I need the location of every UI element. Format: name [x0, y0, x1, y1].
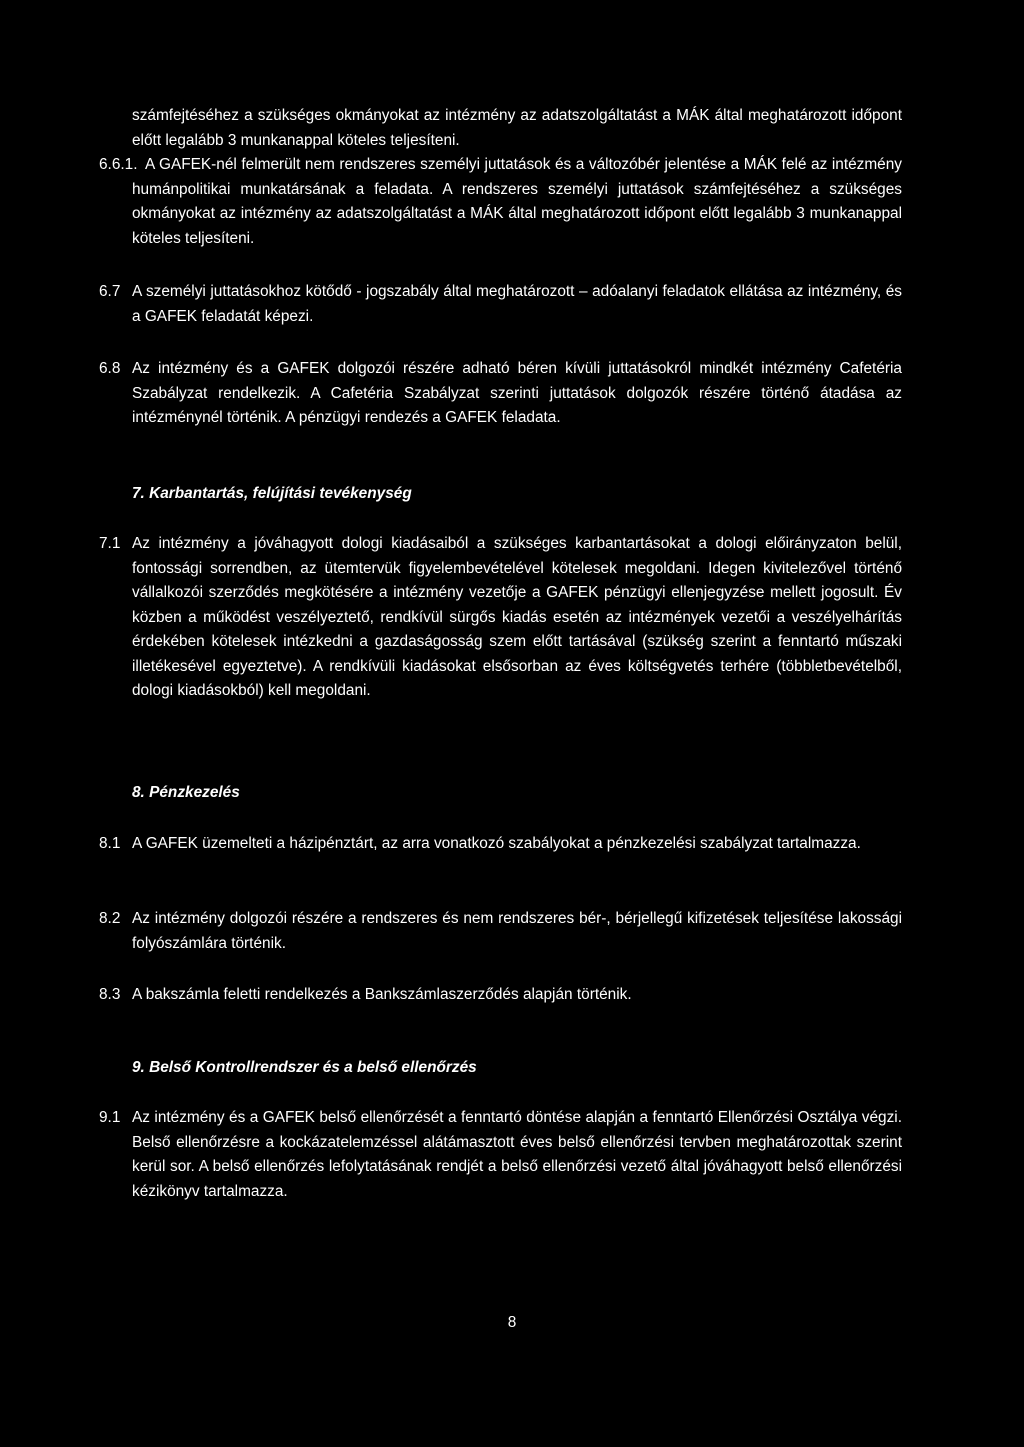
paragraph-text: A GAFEK-nél felmerült nem rendszeres személyi juttatások és a változóbér jelentése a MÁK felé az intézmény humánpolitikai munkatársának a feladata. A rendszeres személyi juttatások számfejtéséhez a szükséges okmányokat az intézmény az adatszolgáltatást a MÁK által meghatározott időpont előtt legalább 3 munkanappal köteles teljesíteni.	[132, 156, 902, 247]
page-number: 8	[507, 1314, 517, 1331]
paragraph-7-1	[99, 532, 902, 704]
paragraph-text: A személyi juttatásokhoz kötődő - jogszabály által meghatározott – adóalanyi feladatok ellátása az intézmény, és a GAFEK feladatát képezi.	[132, 283, 902, 325]
paragraph-text: Az intézmény dolgozói részére a rendszeres és nem rendszeres bér-, bérjellegű kifizetések teljesítése lakossági folyószámlára történik.	[132, 910, 902, 952]
paragraph-8-3	[99, 983, 902, 1008]
paragraph-text: A bakszámla feletti rendelkezés a Bankszámlaszerződés alapján történik.	[132, 986, 632, 1003]
section-heading-7: 7. Karbantartás, felújítási tevékenység	[132, 485, 412, 502]
paragraph-number: 7.1	[99, 535, 121, 552]
paragraph-8-1	[99, 832, 902, 857]
paragraph-8-2	[99, 907, 902, 956]
paragraph-9-1	[99, 1106, 902, 1204]
paragraph-6-8	[99, 357, 902, 431]
paragraph-6-7	[99, 280, 902, 329]
paragraph-number: 6.6.1.	[99, 156, 138, 173]
paragraph-text: számfejtéséhez a szükséges okmányokat az intézmény az adatszolgáltatást a MÁK által meghatározott időpont előtt legalább 3 munkanappal köteles teljesíteni.	[132, 107, 902, 149]
paragraph-number: 8.3	[99, 986, 121, 1003]
paragraph-6-6-1	[99, 153, 902, 251]
paragraph-text: Az intézmény a jóváhagyott dologi kiadásaiból a szükséges karbantartásokat a dologi előirányzaton belül, fontossági sorrendben, az ütemtervük figyelembevételével kötelesek megoldani. Idegen kivitelezővel történő vállalkozói szerződés megkötésére a intézmény vezetője a GAFEK pénzügyi ellenjegyzése mellett jogosult. Év közben a működést veszélyeztető, rendkívül sürgős kiadás esetén az intézmények vezetői a veszélyelhárítás érdekében kötelesek intézkedni a gazdaságosság szem előtt tartásával (szükség szerint a fenntartó műszaki illetékesével egyeztetve). A rendkívüli kiadásokat elsősorban az éves költségvetés terhére (többletbevételből, dologi kiadásokból) kell megoldani.	[132, 535, 902, 699]
paragraph-text: A GAFEK üzemelteti a házipénztárt, az arra vonatkozó szabályokat a pénzkezelési szabályzat tartalmazza.	[132, 835, 861, 852]
section-heading-9: 9. Belső Kontrollrendszer és a belső ellenőrzés	[132, 1059, 477, 1076]
paragraph-continuation	[132, 104, 902, 153]
section-heading-8: 8. Pénzkezelés	[132, 784, 240, 801]
paragraph-number: 6.8	[99, 360, 121, 377]
paragraph-text: Az intézmény és a GAFEK belső ellenőrzését a fenntartó döntése alapján a fenntartó Ellenőrzési Osztálya végzi. Belső ellenőrzésre a kockázatelemzéssel alátámasztott éves belső ellenőrzési tervben meghatározottak szerint kerül sor. A belső ellenőrzés lefolytatásának rendjét a belső ellenőrzési vezető által jóváhagyott belső ellenőrzési kézikönyv tartalmazza.	[132, 1109, 902, 1200]
paragraph-text: Az intézmény és a GAFEK dolgozói részére adható béren kívüli juttatásokról mindkét intézmény Cafetéria Szabályzat rendelkezik. A Cafetéria Szabályzat szerinti juttatások dolgozók részére történő átadása az intézménynél történik. A pénzügyi rendezés a GAFEK feladata.	[132, 360, 902, 426]
paragraph-number: 8.1	[99, 835, 121, 852]
paragraph-number: 6.7	[99, 283, 121, 300]
paragraph-number: 9.1	[99, 1109, 121, 1126]
paragraph-number: 8.2	[99, 910, 121, 927]
